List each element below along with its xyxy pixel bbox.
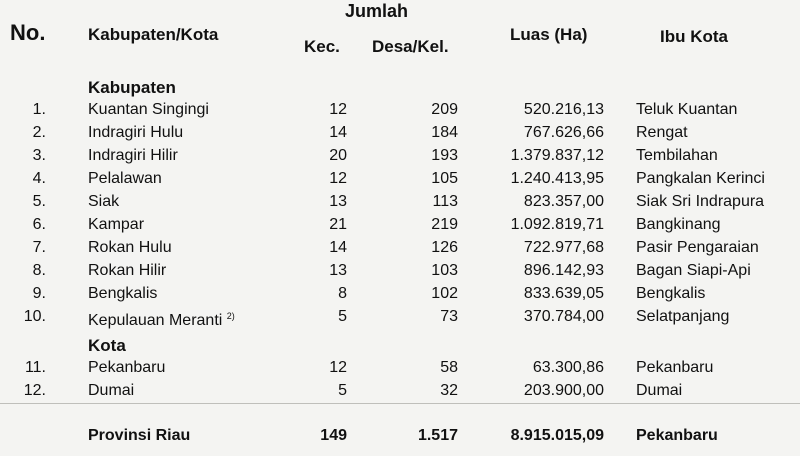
table-row bbox=[0, 98, 800, 121]
row-desa: 193 bbox=[431, 147, 458, 164]
row-luas: 833.639,05 bbox=[523, 285, 604, 302]
header-ibu-kota: Ibu Kota bbox=[660, 27, 728, 46]
row-luas: 1.240.413,95 bbox=[510, 170, 604, 187]
table-row bbox=[0, 259, 800, 282]
row-no: 8. bbox=[32, 262, 46, 279]
row-no: 7. bbox=[32, 239, 46, 256]
row-kec: 21 bbox=[329, 216, 347, 233]
total-kec: 149 bbox=[320, 427, 347, 444]
row-luas: 896.142,93 bbox=[523, 262, 604, 279]
row-luas: 823.357,00 bbox=[523, 193, 604, 210]
row-kec: 8 bbox=[338, 285, 347, 302]
row-desa: 103 bbox=[431, 262, 458, 279]
row-desa: 102 bbox=[431, 285, 458, 302]
header-desa-kel: Desa/Kel. bbox=[372, 37, 449, 56]
row-ibu-kota: Rengat bbox=[636, 124, 688, 141]
row-luas: 63.300,86 bbox=[532, 359, 604, 376]
total-name: Provinsi Riau bbox=[88, 427, 191, 444]
row-ibu-kota: Pekanbaru bbox=[636, 359, 714, 376]
row-kec: 5 bbox=[338, 308, 347, 325]
row-ibu-kota: Pangkalan Kerinci bbox=[636, 170, 765, 187]
row-name: Pekanbaru bbox=[88, 359, 166, 376]
row-name: Dumai bbox=[88, 382, 135, 399]
row-name: Rokan Hilir bbox=[88, 262, 167, 279]
row-ibu-kota: Pasir Pengaraian bbox=[636, 239, 759, 256]
header-kec: Kec. bbox=[304, 37, 340, 56]
table-row bbox=[0, 190, 800, 213]
row-ibu-kota: Bangkinang bbox=[636, 216, 721, 233]
row-luas: 722.977,68 bbox=[523, 239, 604, 256]
total-luas: 8.915.015,09 bbox=[510, 427, 604, 444]
row-kec: 14 bbox=[329, 124, 347, 141]
row-luas: 520.216,13 bbox=[523, 101, 604, 118]
header-jumlah: Jumlah bbox=[345, 1, 409, 21]
row-no: 11. bbox=[24, 359, 46, 376]
total-row bbox=[0, 424, 800, 447]
table-row bbox=[0, 144, 800, 167]
row-desa: 58 bbox=[440, 359, 458, 376]
table-row bbox=[0, 282, 800, 305]
row-kec: 14 bbox=[329, 239, 347, 256]
row-ibu-kota: Siak Sri Indrapura bbox=[636, 193, 765, 210]
row-name: Indragiri Hilir bbox=[88, 147, 178, 164]
row-no: 6. bbox=[32, 216, 46, 233]
row-ibu-kota: Selatpanjang bbox=[636, 308, 730, 325]
row-desa: 32 bbox=[440, 382, 458, 399]
row-kec: 12 bbox=[329, 170, 347, 187]
row-name: Pelalawan bbox=[88, 170, 162, 187]
row-desa: 184 bbox=[431, 124, 458, 141]
table-row bbox=[0, 213, 800, 236]
header-kabupaten-kota: Kabupaten/Kota bbox=[88, 25, 219, 44]
total-ibu-kota: Pekanbaru bbox=[636, 427, 718, 444]
row-luas: 370.784,00 bbox=[523, 308, 604, 325]
row-kec: 5 bbox=[338, 382, 347, 399]
row-no: 5. bbox=[32, 193, 46, 210]
row-no: 10. bbox=[23, 308, 46, 325]
row-ibu-kota: Dumai bbox=[636, 382, 683, 399]
row-no: 2. bbox=[32, 124, 46, 141]
row-luas: 1.092.819,71 bbox=[510, 216, 604, 233]
table-row bbox=[0, 236, 800, 259]
row-name-text: Kepulauan Meranti bbox=[88, 312, 223, 329]
total-desa: 1.517 bbox=[417, 427, 458, 444]
footnote-marker: 2) bbox=[226, 311, 235, 321]
row-name: Kampar bbox=[88, 216, 145, 233]
row-desa: 219 bbox=[431, 216, 458, 233]
row-ibu-kota: Bagan Siapi-Api bbox=[636, 262, 751, 279]
row-desa: 113 bbox=[432, 193, 458, 210]
row-no: 4. bbox=[32, 170, 46, 187]
table-row bbox=[0, 356, 800, 379]
table-row bbox=[0, 121, 800, 144]
row-kec: 12 bbox=[329, 101, 347, 118]
row-kec: 13 bbox=[329, 262, 347, 279]
row-no: 1. bbox=[32, 101, 46, 118]
row-luas: 1.379.837,12 bbox=[510, 147, 604, 164]
row-desa: 105 bbox=[431, 170, 458, 187]
row-name bbox=[88, 305, 235, 332]
table-row bbox=[0, 305, 800, 328]
row-no: 3. bbox=[32, 147, 46, 164]
row-desa: 126 bbox=[431, 239, 458, 256]
row-no: 12. bbox=[23, 382, 46, 399]
row-kec: 20 bbox=[329, 147, 347, 164]
row-kec: 12 bbox=[329, 359, 347, 376]
row-name: Indragiri Hulu bbox=[88, 124, 184, 141]
row-ibu-kota: Tembilahan bbox=[636, 147, 718, 164]
table-row bbox=[0, 167, 800, 190]
header-luas: Luas (Ha) bbox=[510, 25, 588, 44]
row-name: Kuantan Singingi bbox=[88, 101, 209, 118]
row-no: 9. bbox=[32, 285, 46, 302]
header-no: No. bbox=[10, 20, 46, 45]
row-ibu-kota: Teluk Kuantan bbox=[636, 101, 738, 118]
table-row bbox=[0, 379, 800, 402]
row-desa: 73 bbox=[440, 308, 458, 325]
section-kota: Kota bbox=[88, 336, 126, 355]
row-luas: 203.900,00 bbox=[523, 382, 604, 399]
row-name: Bengkalis bbox=[88, 285, 158, 302]
row-kec: 13 bbox=[329, 193, 347, 210]
divider bbox=[0, 403, 800, 404]
section-kabupaten: Kabupaten bbox=[88, 78, 176, 97]
row-name: Siak bbox=[88, 193, 120, 210]
row-luas: 767.626,66 bbox=[523, 124, 604, 141]
row-desa: 209 bbox=[431, 101, 458, 118]
row-name: Rokan Hulu bbox=[88, 239, 172, 256]
row-ibu-kota: Bengkalis bbox=[636, 285, 706, 302]
